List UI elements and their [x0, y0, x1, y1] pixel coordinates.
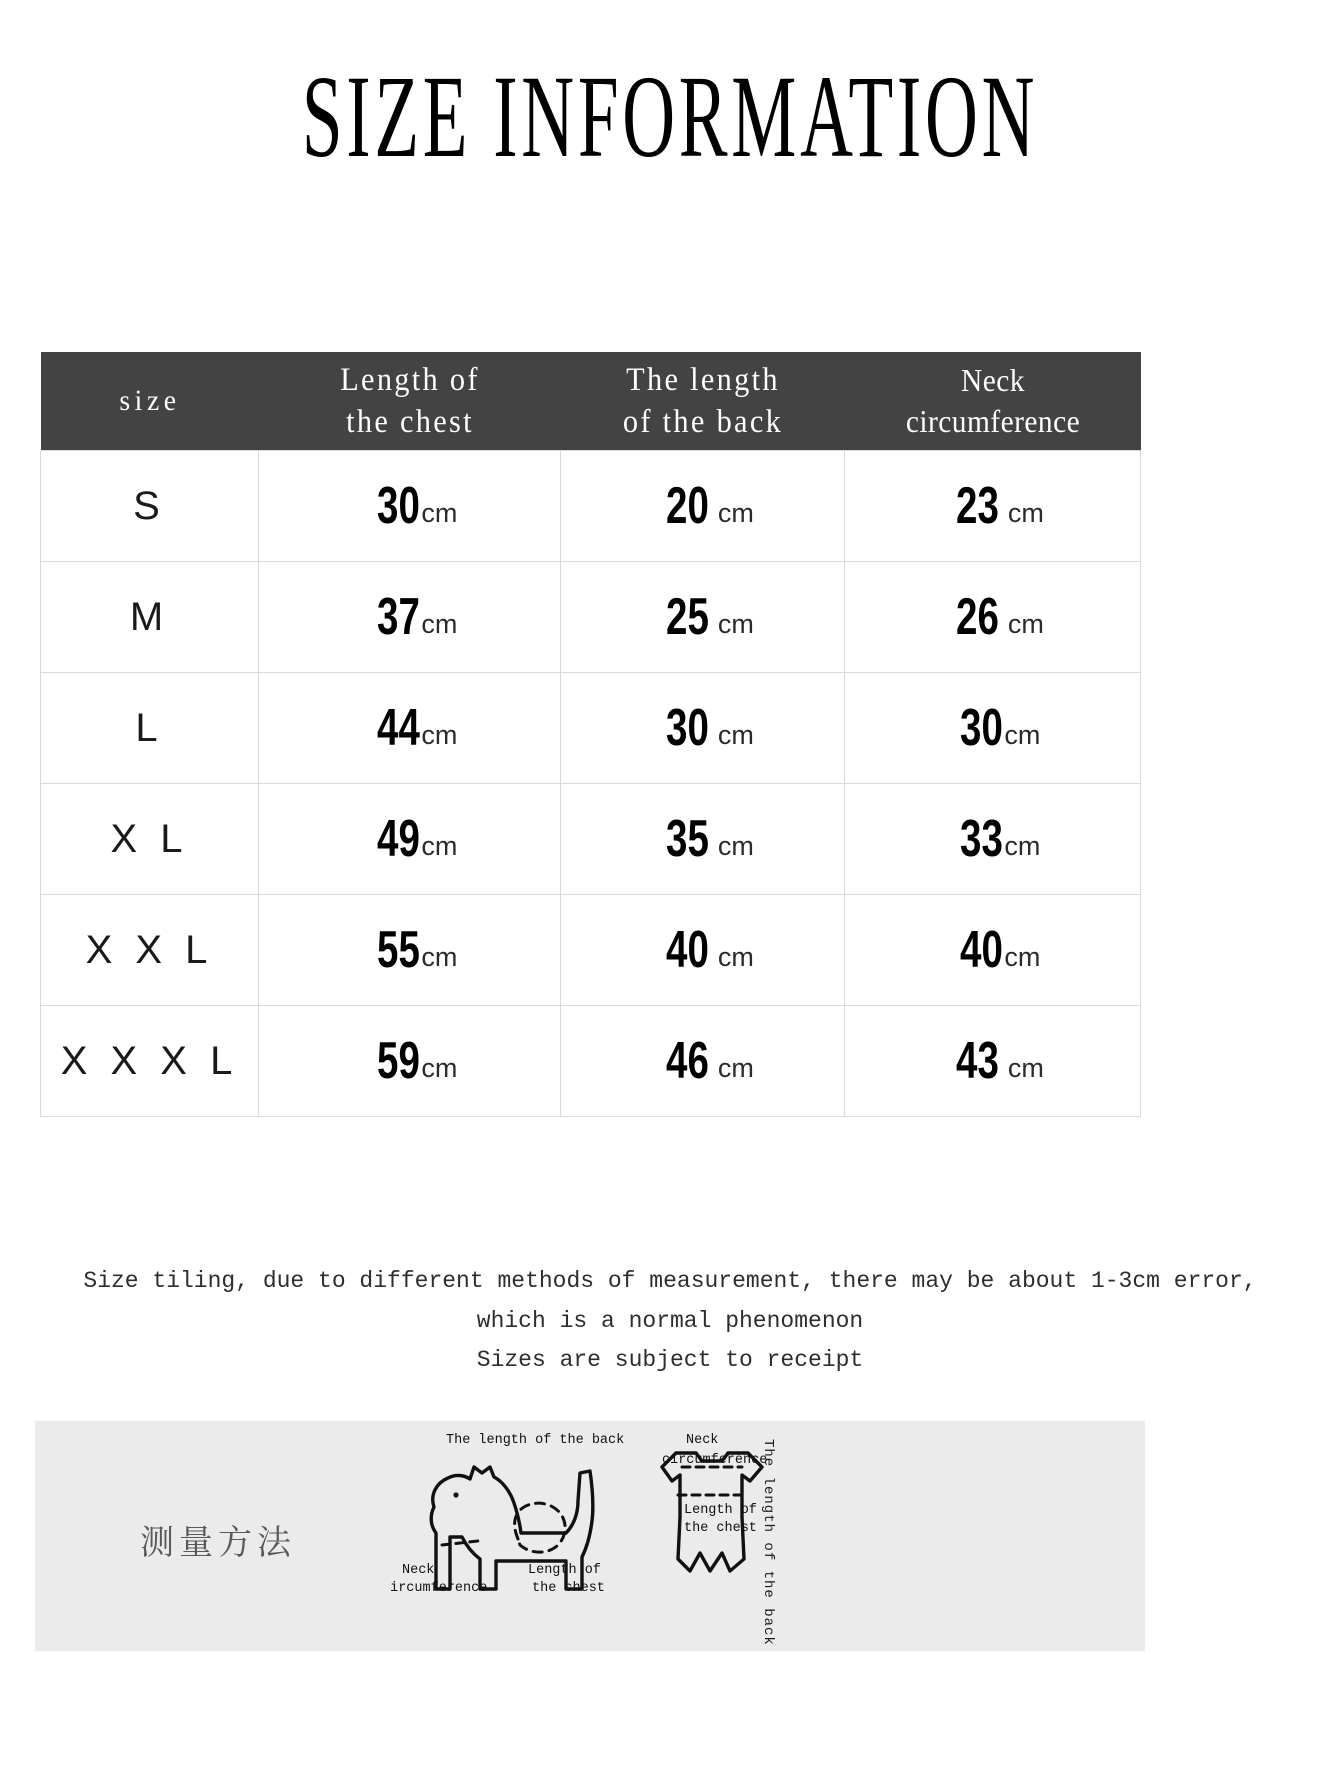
measurement-method-label: 测量方法	[140, 1523, 296, 1563]
cell-back	[561, 895, 845, 1006]
dog-neck-label-1: Neck	[402, 1563, 435, 1578]
cell-neck-unit: cm	[1007, 1053, 1044, 1083]
disclaimer-notes	[0, 1262, 1340, 1381]
cell-size: X X X L	[41, 1006, 259, 1117]
column-header-neck	[845, 352, 1141, 451]
table-row	[41, 451, 1141, 562]
column-header-size	[41, 352, 259, 451]
cell-neck-unit: cm	[1007, 609, 1044, 639]
cell-size: S	[41, 451, 259, 562]
cell-neck	[845, 784, 1141, 895]
measurement-method-panel	[35, 1421, 1145, 1651]
cell-chest	[259, 895, 561, 1006]
cell-size: X L	[41, 784, 259, 895]
cell-neck	[845, 451, 1141, 562]
cell-back-unit: cm	[717, 1053, 754, 1083]
table-header	[41, 352, 1141, 451]
cell-back-unit: cm	[717, 942, 754, 972]
dog-back-label: The length of the back	[446, 1433, 625, 1448]
table-row	[41, 784, 1141, 895]
garment-neck-label-1: Neck	[686, 1433, 719, 1448]
cell-neck-unit: cm	[1004, 831, 1041, 861]
cell-chest	[259, 562, 561, 673]
column-header-chest-line2: the chest	[345, 404, 474, 440]
size-table-container	[40, 352, 1140, 1117]
cell-neck-value: 40	[959, 921, 1003, 979]
column-header-chest-line1: Length of	[339, 361, 480, 398]
cell-back-unit: cm	[717, 831, 754, 861]
cell-chest-value: 55	[376, 921, 420, 979]
cell-back-unit: cm	[717, 609, 754, 639]
cell-chest-value: 49	[376, 810, 420, 868]
column-header-neck-line1: Neck	[960, 362, 1025, 399]
column-header-back-line2: of the back	[622, 404, 783, 440]
size-table	[40, 352, 1141, 1117]
table-row	[41, 562, 1141, 673]
cell-neck-unit: cm	[1007, 498, 1044, 528]
cell-chest-value: 59	[376, 1032, 420, 1090]
header-row	[41, 352, 1141, 451]
cell-back	[561, 673, 845, 784]
cell-neck-unit: cm	[1004, 720, 1041, 750]
column-header-size-label: size	[118, 383, 181, 417]
garment-back-length-vertical-label: The length of the back	[760, 1439, 776, 1646]
cell-chest	[259, 784, 561, 895]
cell-chest-value: 37	[376, 588, 420, 646]
cell-chest-unit: cm	[421, 498, 458, 528]
cell-neck	[845, 562, 1141, 673]
cell-chest-unit: cm	[421, 942, 458, 972]
garment-neck-label-2: circumference	[662, 1453, 768, 1468]
cell-back	[561, 562, 845, 673]
column-header-back	[561, 352, 845, 451]
column-header-chest	[259, 352, 561, 451]
cell-back-value: 20	[666, 477, 709, 535]
cell-chest-unit: cm	[421, 720, 458, 750]
disclaimer-line-3: Sizes are subject to receipt	[476, 1347, 864, 1374]
cell-neck-unit: cm	[1004, 942, 1041, 972]
dog-neck-label-2: circumference	[390, 1581, 488, 1596]
table-body	[41, 451, 1141, 1117]
garment-chest-label-1: Length of	[684, 1503, 757, 1518]
cell-chest-value: 30	[376, 477, 420, 535]
cell-back-value: 46	[666, 1032, 709, 1090]
dog-chest-label-1: Length of	[528, 1563, 601, 1578]
column-header-back-line1: The length	[625, 361, 780, 398]
cell-back	[561, 784, 845, 895]
disclaimer-line-2: which is a normal phenomenon	[476, 1307, 864, 1334]
cell-chest	[259, 451, 561, 562]
measurement-diagram	[390, 1421, 810, 1651]
cell-neck	[845, 673, 1141, 784]
cell-neck	[845, 1006, 1141, 1117]
cell-neck	[845, 895, 1141, 1006]
cell-back-value: 40	[666, 921, 709, 979]
cell-chest-unit: cm	[421, 831, 458, 861]
table-row	[41, 895, 1141, 1006]
cell-back-unit: cm	[717, 720, 754, 750]
cell-back-value: 25	[666, 588, 709, 646]
cell-back	[561, 451, 845, 562]
cell-back-unit: cm	[717, 498, 754, 528]
cell-neck-value: 30	[959, 699, 1003, 757]
cell-back	[561, 1006, 845, 1117]
disclaimer-line-1: Size tiling, due to different methods of measurement, there may be about 1-3cm error,	[83, 1268, 1257, 1294]
cell-back-value: 35	[666, 810, 709, 868]
table-row	[41, 1006, 1141, 1117]
cell-chest	[259, 1006, 561, 1117]
cell-neck-value: 33	[959, 810, 1003, 868]
table-row	[41, 673, 1141, 784]
garment-chest-label-2: the chest	[684, 1521, 757, 1536]
cell-neck-value: 43	[956, 1032, 999, 1090]
dog-and-garment-illustration	[390, 1421, 810, 1651]
column-header-neck-line2: circumference	[905, 403, 1080, 439]
cell-neck-value: 23	[956, 477, 999, 535]
page-title: SIZE INFORMATION	[301, 51, 1039, 182]
dog-chest-label-2: the chest	[532, 1581, 605, 1596]
cell-chest-unit: cm	[421, 1053, 458, 1083]
cell-chest-unit: cm	[421, 609, 458, 639]
cell-neck-value: 26	[956, 588, 999, 646]
cell-size: X X L	[41, 895, 259, 1006]
cell-back-value: 30	[666, 699, 709, 757]
cell-size: L	[41, 673, 259, 784]
cell-size: M	[41, 562, 259, 673]
cell-chest	[259, 673, 561, 784]
cell-chest-value: 44	[376, 699, 420, 757]
